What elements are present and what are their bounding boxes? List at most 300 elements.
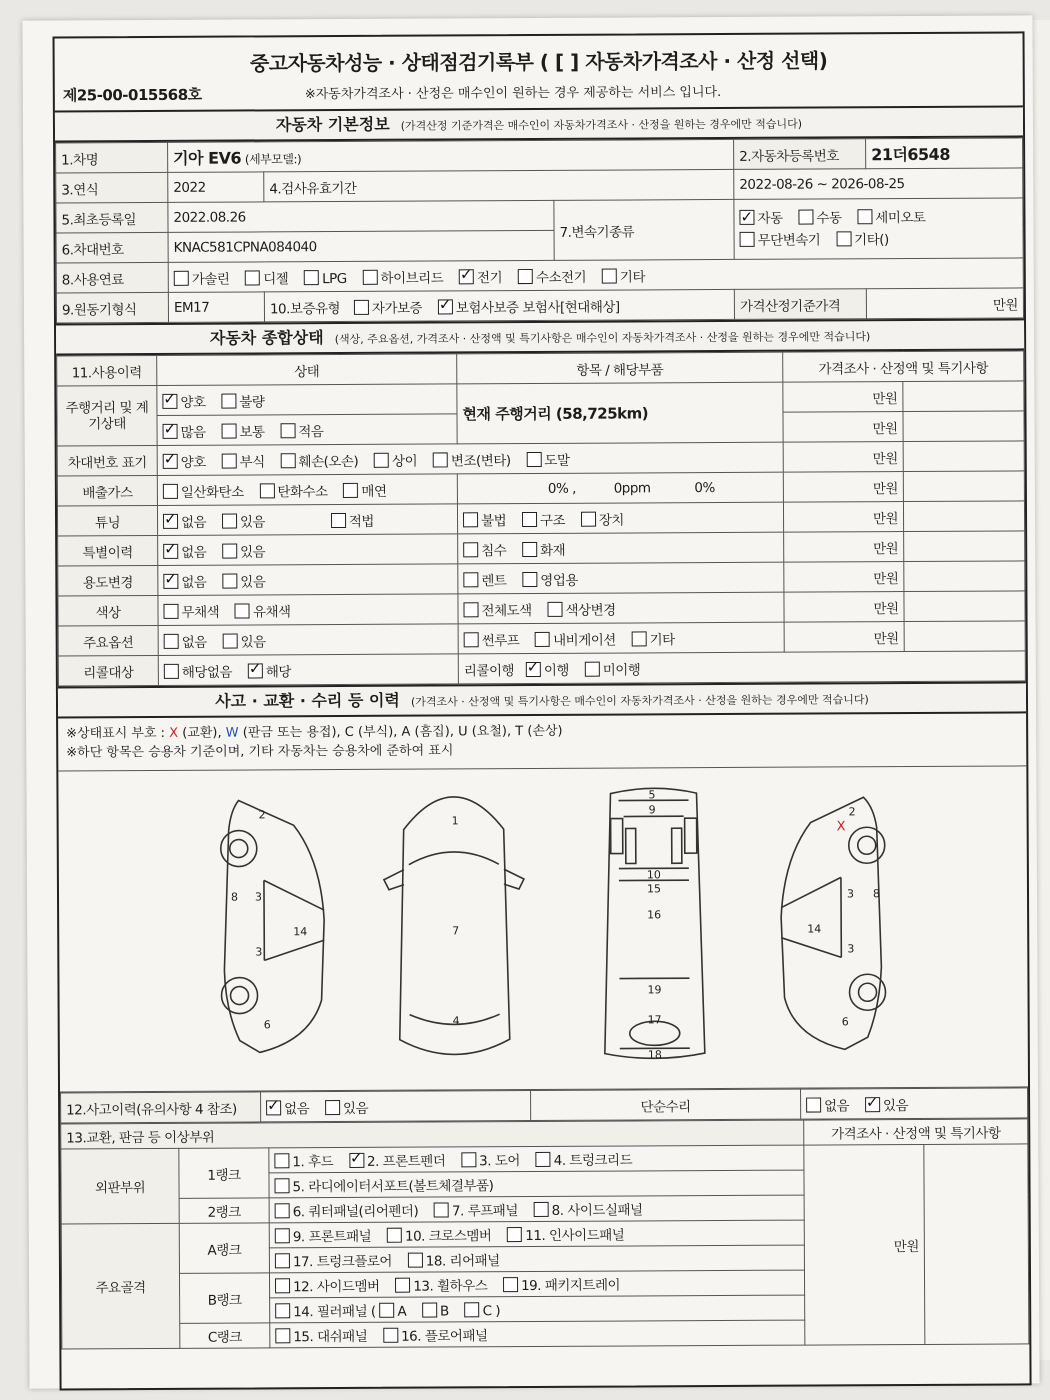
fuel-label: 8.사용연료 — [56, 262, 168, 293]
checkbox[interactable] — [507, 1227, 522, 1242]
svg-text:3: 3 — [847, 942, 855, 956]
rankA-label: A랭크 — [179, 1223, 269, 1273]
checkbox[interactable] — [325, 1100, 340, 1115]
parts-price-cell: 만원 — [804, 1144, 925, 1345]
checkbox[interactable] — [522, 541, 537, 556]
emission-options — [157, 474, 457, 506]
simple-repair-yes[interactable]: ✓ 있음 — [865, 1098, 908, 1114]
checkbox[interactable] — [379, 1303, 394, 1318]
vin-mark-painted[interactable]: 도말 — [526, 452, 569, 468]
tuning-legal[interactable]: 적법 — [331, 513, 374, 529]
pillar-c[interactable]: C ) — [482, 1303, 501, 1320]
use-change-business[interactable]: 영업용 — [522, 572, 578, 588]
checkbox[interactable] — [602, 268, 617, 283]
recall-not-done[interactable]: 미이행 — [585, 662, 641, 678]
rankB-label: B랭크 — [179, 1273, 269, 1323]
checkbox[interactable] — [280, 423, 295, 438]
emission-hc-value: 0ppm — [613, 479, 651, 497]
rankB-line2 — [270, 1295, 805, 1323]
pillar-a[interactable]: A — [397, 1303, 407, 1320]
mileage-normal[interactable]: 보통 — [221, 424, 264, 440]
checkbox[interactable] — [465, 1302, 480, 1317]
fuel-hybrid[interactable]: 하이브리드 — [362, 270, 443, 286]
svg-text:7: 7 — [452, 924, 460, 938]
special-yes[interactable]: 있음 — [222, 544, 265, 560]
checkbox[interactable] — [331, 512, 346, 527]
special-label: 특별이력 — [58, 535, 158, 566]
emission-label: 배출가스 — [57, 475, 157, 506]
fuel-lpg[interactable]: LPG — [304, 270, 347, 286]
use-change-yes[interactable]: 있음 — [222, 574, 265, 590]
part-floor-panel[interactable]: 16. 플로어패널 — [383, 1328, 488, 1345]
svg-text:10: 10 — [646, 868, 661, 882]
rankC-label: C랭크 — [180, 1323, 270, 1348]
checkbox[interactable] — [461, 1152, 476, 1167]
checkbox[interactable] — [463, 572, 478, 587]
year: 2022 — [168, 172, 264, 203]
checkbox[interactable] — [174, 270, 189, 285]
part-radiator-support[interactable]: 5. 라디에이터서포트(볼트체결부품) — [274, 1178, 493, 1195]
parts-price-note — [924, 1144, 1029, 1345]
checkbox[interactable] — [395, 1278, 410, 1293]
checkbox[interactable] — [536, 1152, 551, 1167]
part-dash-panel[interactable]: 15. 대쉬패널 — [275, 1329, 367, 1345]
main-frame-label: 주요골격 — [61, 1223, 180, 1349]
checkbox[interactable] — [433, 452, 448, 467]
checkbox[interactable] — [383, 1328, 398, 1343]
vin: KNAC581CPNA084040 — [168, 230, 554, 262]
checkbox[interactable] — [857, 209, 872, 224]
checkbox[interactable] — [221, 393, 236, 408]
checkbox[interactable] — [222, 453, 237, 468]
mileage-state-1 — [157, 384, 457, 416]
motor-label: 9.원동기형식 — [56, 292, 168, 323]
checkbox-checked[interactable] — [865, 1097, 880, 1112]
checkbox[interactable] — [581, 511, 596, 526]
part-side-sill[interactable]: 8. 사이드실패널 — [534, 1202, 643, 1219]
svg-text:2: 2 — [848, 805, 856, 819]
price-unit: 만원 — [783, 502, 903, 533]
price-unit: 만원 — [783, 412, 903, 443]
form-header — [55, 33, 1023, 112]
checkbox[interactable] — [836, 231, 851, 246]
base-price-label: 가격산정기준가격 — [734, 289, 866, 320]
emission-smoke-value: 0% — [694, 479, 715, 496]
inspection-sheet — [22, 15, 1039, 1388]
checkbox-checked[interactable] — [459, 269, 474, 284]
vin-label: 6.차대번호 — [56, 232, 168, 263]
simple-repair-options — [801, 1088, 1028, 1119]
checkbox[interactable] — [274, 1153, 289, 1168]
checkbox[interactable] — [280, 453, 295, 468]
car-diagram — [58, 766, 1028, 1092]
svg-text:8: 8 — [230, 890, 239, 904]
parts-label: 13.교환, 판금 등 이상부위 — [61, 1120, 804, 1149]
checkbox[interactable] — [275, 1278, 290, 1293]
checkbox[interactable] — [374, 452, 389, 467]
price-note — [903, 411, 1024, 442]
checkbox[interactable] — [221, 423, 236, 438]
checkbox[interactable] — [163, 483, 178, 498]
checkbox[interactable] — [535, 631, 550, 646]
checkbox[interactable] — [222, 513, 237, 528]
checkbox[interactable] — [245, 270, 260, 285]
warranty-cell — [264, 289, 734, 321]
warranty-insurance[interactable]: ✓ 보험사보증 — [438, 300, 519, 316]
trans-cvt[interactable]: 무단변속기 — [740, 232, 821, 248]
svg-text:6: 6 — [263, 1018, 271, 1032]
color-options — [158, 594, 458, 626]
use-change-label: 용도변경 — [58, 565, 158, 596]
rankA-line1 — [269, 1220, 804, 1248]
checkbox[interactable] — [354, 299, 369, 314]
checkbox[interactable] — [304, 270, 319, 285]
checkbox-checked[interactable] — [163, 423, 178, 438]
svg-text:14: 14 — [293, 925, 308, 939]
rankB-line1 — [269, 1270, 804, 1298]
checkbox[interactable] — [522, 511, 537, 526]
warranty-self[interactable]: 자가보증 — [354, 300, 422, 316]
part-front-panel[interactable]: 9. 프론트패널 — [275, 1229, 371, 1246]
price-note — [904, 531, 1025, 562]
part-trunk-lid[interactable]: 4. 트렁크리드 — [536, 1152, 632, 1169]
svg-text:15: 15 — [646, 882, 662, 896]
checkbox[interactable] — [222, 573, 237, 588]
svg-text:5: 5 — [648, 788, 656, 802]
checkbox[interactable] — [163, 603, 178, 618]
mileage-state-2 — [157, 414, 457, 446]
price-unit: 만원 — [784, 592, 904, 623]
checkbox[interactable] — [275, 1303, 290, 1318]
car-diagram-svg — [58, 766, 1028, 1091]
tuning-label: 튜닝 — [57, 505, 157, 536]
checkbox-checked[interactable] — [248, 663, 263, 678]
checkbox[interactable] — [362, 269, 377, 284]
recall-do-label: 리콜이행 — [463, 662, 515, 679]
tuning-items — [457, 502, 783, 534]
part-inside-panel[interactable]: 11. 인사이드패널 — [507, 1228, 624, 1245]
part-cross-member[interactable]: 10. 크로스멤버 — [387, 1228, 492, 1245]
options-label: 주요옵션 — [58, 625, 158, 656]
svg-text:1: 1 — [451, 814, 459, 828]
vin-mark-rust[interactable]: 부식 — [222, 454, 265, 470]
checkbox-checked[interactable] — [739, 209, 754, 224]
checkbox[interactable] — [740, 231, 755, 246]
checkbox[interactable] — [274, 1178, 289, 1193]
part-side-member[interactable]: 12. 사이드멤버 — [275, 1279, 380, 1296]
car-underbody-view — [603, 788, 704, 1062]
tuning-structure[interactable]: 구조 — [522, 512, 565, 528]
checkbox[interactable] — [503, 1277, 518, 1292]
options-yes[interactable]: 있음 — [223, 634, 266, 650]
checkbox[interactable] — [223, 633, 238, 648]
car-top-view — [383, 797, 524, 1055]
car-name-detail: (세부모델:) — [244, 152, 302, 167]
special-fire[interactable]: 화재 — [522, 542, 565, 558]
mileage-label: 주행거리 및 계기상태 — [57, 385, 157, 446]
reg-no: 21더6548 — [866, 138, 1023, 169]
svg-text:4: 4 — [452, 1014, 460, 1028]
use-change-none[interactable]: ✓ 없음 — [163, 574, 206, 590]
emission-smoke[interactable]: 매연 — [343, 483, 386, 499]
vin-mark-damage[interactable]: 훼손(오손) — [280, 453, 358, 469]
checkbox-checked[interactable] — [266, 1100, 281, 1115]
accident-table — [60, 1087, 1028, 1123]
svg-text:2: 2 — [258, 808, 266, 822]
fuel-diesel[interactable]: 디젤 — [245, 271, 288, 287]
use-change-options — [158, 564, 458, 596]
history-heading: 사고 · 교환 · 수리 등 이력 — [215, 690, 400, 711]
item-col-header: 항목 / 해당부품 — [457, 352, 783, 384]
tuning-yes[interactable]: 있음 — [222, 514, 265, 530]
legend-x: X — [169, 725, 179, 741]
checkbox-checked[interactable] — [163, 573, 178, 588]
reg-no-label: 2.자동차등록번호 — [734, 139, 866, 170]
parts-price-label: 가격조사 · 산정액 및 특기사항 — [804, 1119, 1028, 1145]
accident-yes[interactable]: 있음 — [325, 1100, 368, 1116]
first-reg-label: 5.최초등록일 — [56, 202, 168, 233]
service-note: ※자동차가격조사 · 산정은 매수인이 원하는 경우 제공하는 서비스 입니다. — [304, 84, 722, 103]
checkbox[interactable] — [806, 1097, 821, 1112]
svg-text:18: 18 — [647, 1048, 662, 1062]
price-unit: 만원 — [783, 472, 903, 503]
recall-yes[interactable]: ✓ 해당 — [248, 664, 291, 680]
checkbox[interactable] — [534, 1202, 549, 1217]
options-options — [158, 624, 458, 656]
parts-table — [60, 1118, 1029, 1349]
recall-label: 리콜대상 — [58, 655, 158, 686]
rank2-line — [269, 1195, 804, 1223]
checkbox[interactable] — [408, 1253, 423, 1268]
use-change-items — [458, 562, 784, 594]
special-items — [458, 532, 784, 564]
part-trunk-floor[interactable]: 17. 트렁크플로어 — [275, 1254, 392, 1271]
pillar-b[interactable]: B — [439, 1303, 449, 1320]
document-number: 제25-00-015568호 — [62, 85, 202, 105]
recall-none[interactable]: 해당없음 — [164, 664, 232, 680]
checkbox[interactable] — [343, 482, 358, 497]
vin-mark-good[interactable]: ✓ 양호 — [163, 454, 206, 470]
inspect-label: 4.검사유효기간 — [264, 169, 734, 201]
checkbox[interactable] — [464, 632, 479, 647]
tuning-none[interactable]: ✓ 없음 — [163, 514, 206, 530]
checkbox[interactable] — [259, 483, 274, 498]
rank1-label: 1랭크 — [179, 1148, 269, 1198]
usage-col-header: 11.사용이력 — [57, 355, 157, 386]
price-note — [903, 381, 1024, 412]
svg-text:3: 3 — [254, 890, 263, 904]
checkbox-checked[interactable] — [526, 661, 541, 676]
form-title: 중고자동차성능 · 상태점검기록부 ( [ ] 자동차가격조사 · 산정 선택) — [249, 48, 828, 76]
color-items — [458, 592, 784, 624]
checkbox[interactable] — [547, 601, 562, 616]
checkbox-checked[interactable] — [163, 453, 178, 468]
checkbox[interactable] — [164, 663, 179, 678]
recall-do-options — [458, 651, 1025, 684]
price-note — [903, 501, 1024, 532]
price-unit: 만원 — [783, 382, 903, 413]
simple-repair-label: 단순수리 — [531, 1089, 801, 1120]
checkbox[interactable] — [275, 1328, 290, 1343]
trans-other[interactable]: 기타() — [836, 232, 889, 248]
checkbox[interactable] — [387, 1228, 402, 1243]
checkbox-checked[interactable] — [438, 299, 453, 314]
price-note — [904, 621, 1025, 652]
part-hood[interactable]: 1. 후드 — [274, 1154, 333, 1170]
legend-w: W — [225, 725, 239, 741]
price-note — [903, 441, 1024, 472]
mileage-many[interactable]: ✓많음 — [163, 424, 206, 440]
warranty-label: 10.보증유형 — [269, 300, 341, 317]
inspection-form — [53, 31, 1032, 1390]
checkbox[interactable] — [275, 1253, 290, 1268]
part-package-tray[interactable]: 19. 패키지트레이 — [503, 1278, 620, 1295]
warranty-company: 보험사[현대해상] — [522, 299, 620, 316]
vin-mark-diff[interactable]: 상이 — [374, 453, 417, 469]
part-pillar-panel[interactable]: 14. 필러패널 ( — [293, 1303, 376, 1321]
state-col-header: 상태 — [157, 354, 457, 386]
checkbox[interactable] — [222, 543, 237, 558]
part-door[interactable]: 3. 도어 — [461, 1153, 520, 1169]
options-sunroof[interactable]: 썬루프 — [464, 633, 520, 649]
checkbox-checked[interactable] — [163, 543, 178, 558]
tuning-device[interactable]: 장치 — [581, 512, 624, 528]
fuel-electric[interactable]: ✓ 전기 — [459, 270, 502, 286]
accident-none[interactable]: ✓ 없음 — [266, 1101, 309, 1117]
special-flood[interactable]: 침수 — [463, 543, 506, 559]
base-price-unit: 만원 — [866, 288, 1023, 319]
price-unit: 만원 — [784, 622, 904, 653]
svg-text:3: 3 — [255, 945, 263, 959]
rankC-line — [270, 1320, 805, 1348]
checkbox[interactable] — [463, 602, 478, 617]
motor: EM17 — [168, 292, 264, 323]
tuning-illegal[interactable]: 불법 — [463, 513, 506, 529]
use-change-rent[interactable]: 렌트 — [463, 573, 506, 589]
trans-options — [734, 198, 1023, 260]
current-mileage: 현재 주행거리 (58,725km) — [457, 382, 783, 444]
options-none[interactable]: 없음 — [164, 634, 207, 650]
rank2-label: 2랭크 — [179, 1198, 269, 1223]
simple-repair-none[interactable]: 없음 — [806, 1098, 849, 1114]
special-options — [158, 534, 458, 566]
special-none[interactable]: ✓ 없음 — [163, 544, 206, 560]
price-note — [903, 471, 1024, 502]
checkbox[interactable] — [522, 571, 537, 586]
price-note — [904, 561, 1025, 592]
checkbox[interactable] — [164, 633, 179, 648]
svg-text:8: 8 — [872, 887, 881, 901]
checkbox[interactable] — [632, 631, 647, 646]
trans-semi[interactable]: 세미오토 — [857, 209, 925, 225]
basic-info-heading: 자동차 기본정보 — [275, 114, 390, 135]
front-fender-exchange-mark: X — [836, 819, 846, 835]
svg-text:3: 3 — [846, 887, 855, 901]
basic-info-table — [55, 137, 1024, 323]
color-achromatic[interactable]: 무채색 — [163, 604, 219, 620]
checkbox-checked[interactable] — [162, 393, 177, 408]
rankA-line2 — [269, 1245, 804, 1273]
trans-manual[interactable]: 수동 — [798, 210, 841, 226]
trans-label: 7.변속기종류 — [554, 199, 734, 260]
basic-info-subtitle: (가격산정 기준가격은 매수인이 자동차가격조사 · 산정을 원하는 경우에만 적습니다) — [400, 117, 803, 133]
color-change[interactable]: 색상변경 — [547, 602, 615, 618]
status-title — [56, 318, 1024, 355]
fuel-other[interactable]: 기타 — [602, 269, 645, 285]
car-name-cell — [168, 139, 734, 172]
price-note — [904, 591, 1025, 622]
recall-options — [158, 654, 458, 686]
fuel-gasoline[interactable]: 가솔린 — [174, 271, 230, 287]
recall-done[interactable]: ✓ 이행 — [526, 662, 569, 678]
fuel-options — [168, 258, 1023, 292]
color-full-paint[interactable]: 전체도색 — [463, 602, 531, 618]
part-front-fender[interactable]: ✓ 2. 프론트펜더 — [349, 1153, 445, 1170]
vin-mark-altered[interactable]: 변조(변타) — [433, 453, 511, 469]
mileage-bad[interactable]: 불량 — [221, 394, 264, 410]
status-subtitle: (색상, 주요옵션, 가격조사 · 산정액 및 특기사항은 매수인이 자동차가격조사 · 산정을 원하는 경우에만 적습니다) — [334, 330, 871, 347]
checkbox[interactable] — [526, 451, 541, 466]
checkbox[interactable] — [275, 1228, 290, 1243]
svg-text:14: 14 — [807, 922, 822, 936]
checkbox[interactable] — [463, 542, 478, 557]
car-name: 기아 EV6 — [173, 148, 242, 168]
checkbox[interactable] — [235, 603, 250, 618]
accident-label: 12.사고이력(유의사항 4 참조) — [61, 1092, 261, 1123]
mileage-few[interactable]: 적음 — [280, 424, 323, 440]
part-roof-panel[interactable]: 7. 루프패널 — [434, 1203, 518, 1219]
status-table — [56, 350, 1026, 686]
price-col-header: 가격조사 · 산정액 및 특기사항 — [783, 351, 1024, 382]
checkbox[interactable] — [798, 209, 813, 224]
options-items — [458, 622, 784, 654]
emission-hc[interactable]: 탄화수소 — [259, 484, 327, 500]
mileage-good[interactable]: ✓양호 — [162, 394, 205, 410]
checkbox-checked[interactable] — [349, 1153, 364, 1168]
emission-values — [457, 472, 783, 504]
car-name-label: 1.차명 — [56, 142, 168, 173]
color-chromatic[interactable]: 유채색 — [235, 604, 291, 620]
emission-co[interactable]: 일산화탄소 — [163, 484, 244, 500]
svg-text:6: 6 — [841, 1015, 849, 1029]
checkbox[interactable] — [422, 1303, 437, 1318]
rank1-line1 — [269, 1145, 804, 1173]
vin-mark-label: 차대번호 표기 — [57, 445, 157, 476]
price-unit: 만원 — [783, 442, 903, 473]
color-label: 색상 — [58, 595, 158, 626]
checkbox[interactable] — [275, 1203, 290, 1218]
checkbox[interactable] — [463, 512, 478, 527]
options-other[interactable]: 기타 — [632, 632, 675, 648]
checkbox[interactable] — [434, 1202, 449, 1217]
checkbox[interactable] — [585, 661, 600, 676]
emission-co-value: 0% , — [547, 480, 576, 497]
checkbox[interactable] — [518, 268, 533, 283]
checkbox-checked[interactable] — [163, 513, 178, 528]
inspect-period: 2022-08-26 ~ 2026-08-25 — [734, 168, 1023, 200]
status-heading: 자동차 종합상태 — [209, 328, 324, 348]
fuel-hydrogen[interactable]: 수소전기 — [518, 269, 586, 285]
part-rear-panel[interactable]: 18. 리어패널 — [408, 1253, 500, 1269]
svg-text:9: 9 — [648, 803, 656, 817]
options-navigation[interactable]: 내비게이션 — [535, 632, 616, 648]
trans-auto[interactable]: ✓자동 — [739, 210, 782, 226]
history-note: ※하단 항목은 승용차 기준이며, 기타 자동차는 승용차에 준하여 표시 — [66, 743, 454, 761]
part-wheel-house[interactable]: 13. 휠하우스 — [395, 1278, 487, 1294]
tuning-options — [157, 504, 457, 536]
part-quarter-panel[interactable]: 6. 쿼터패널(리어펜더) — [275, 1204, 419, 1221]
year-label: 3.연식 — [56, 172, 168, 203]
